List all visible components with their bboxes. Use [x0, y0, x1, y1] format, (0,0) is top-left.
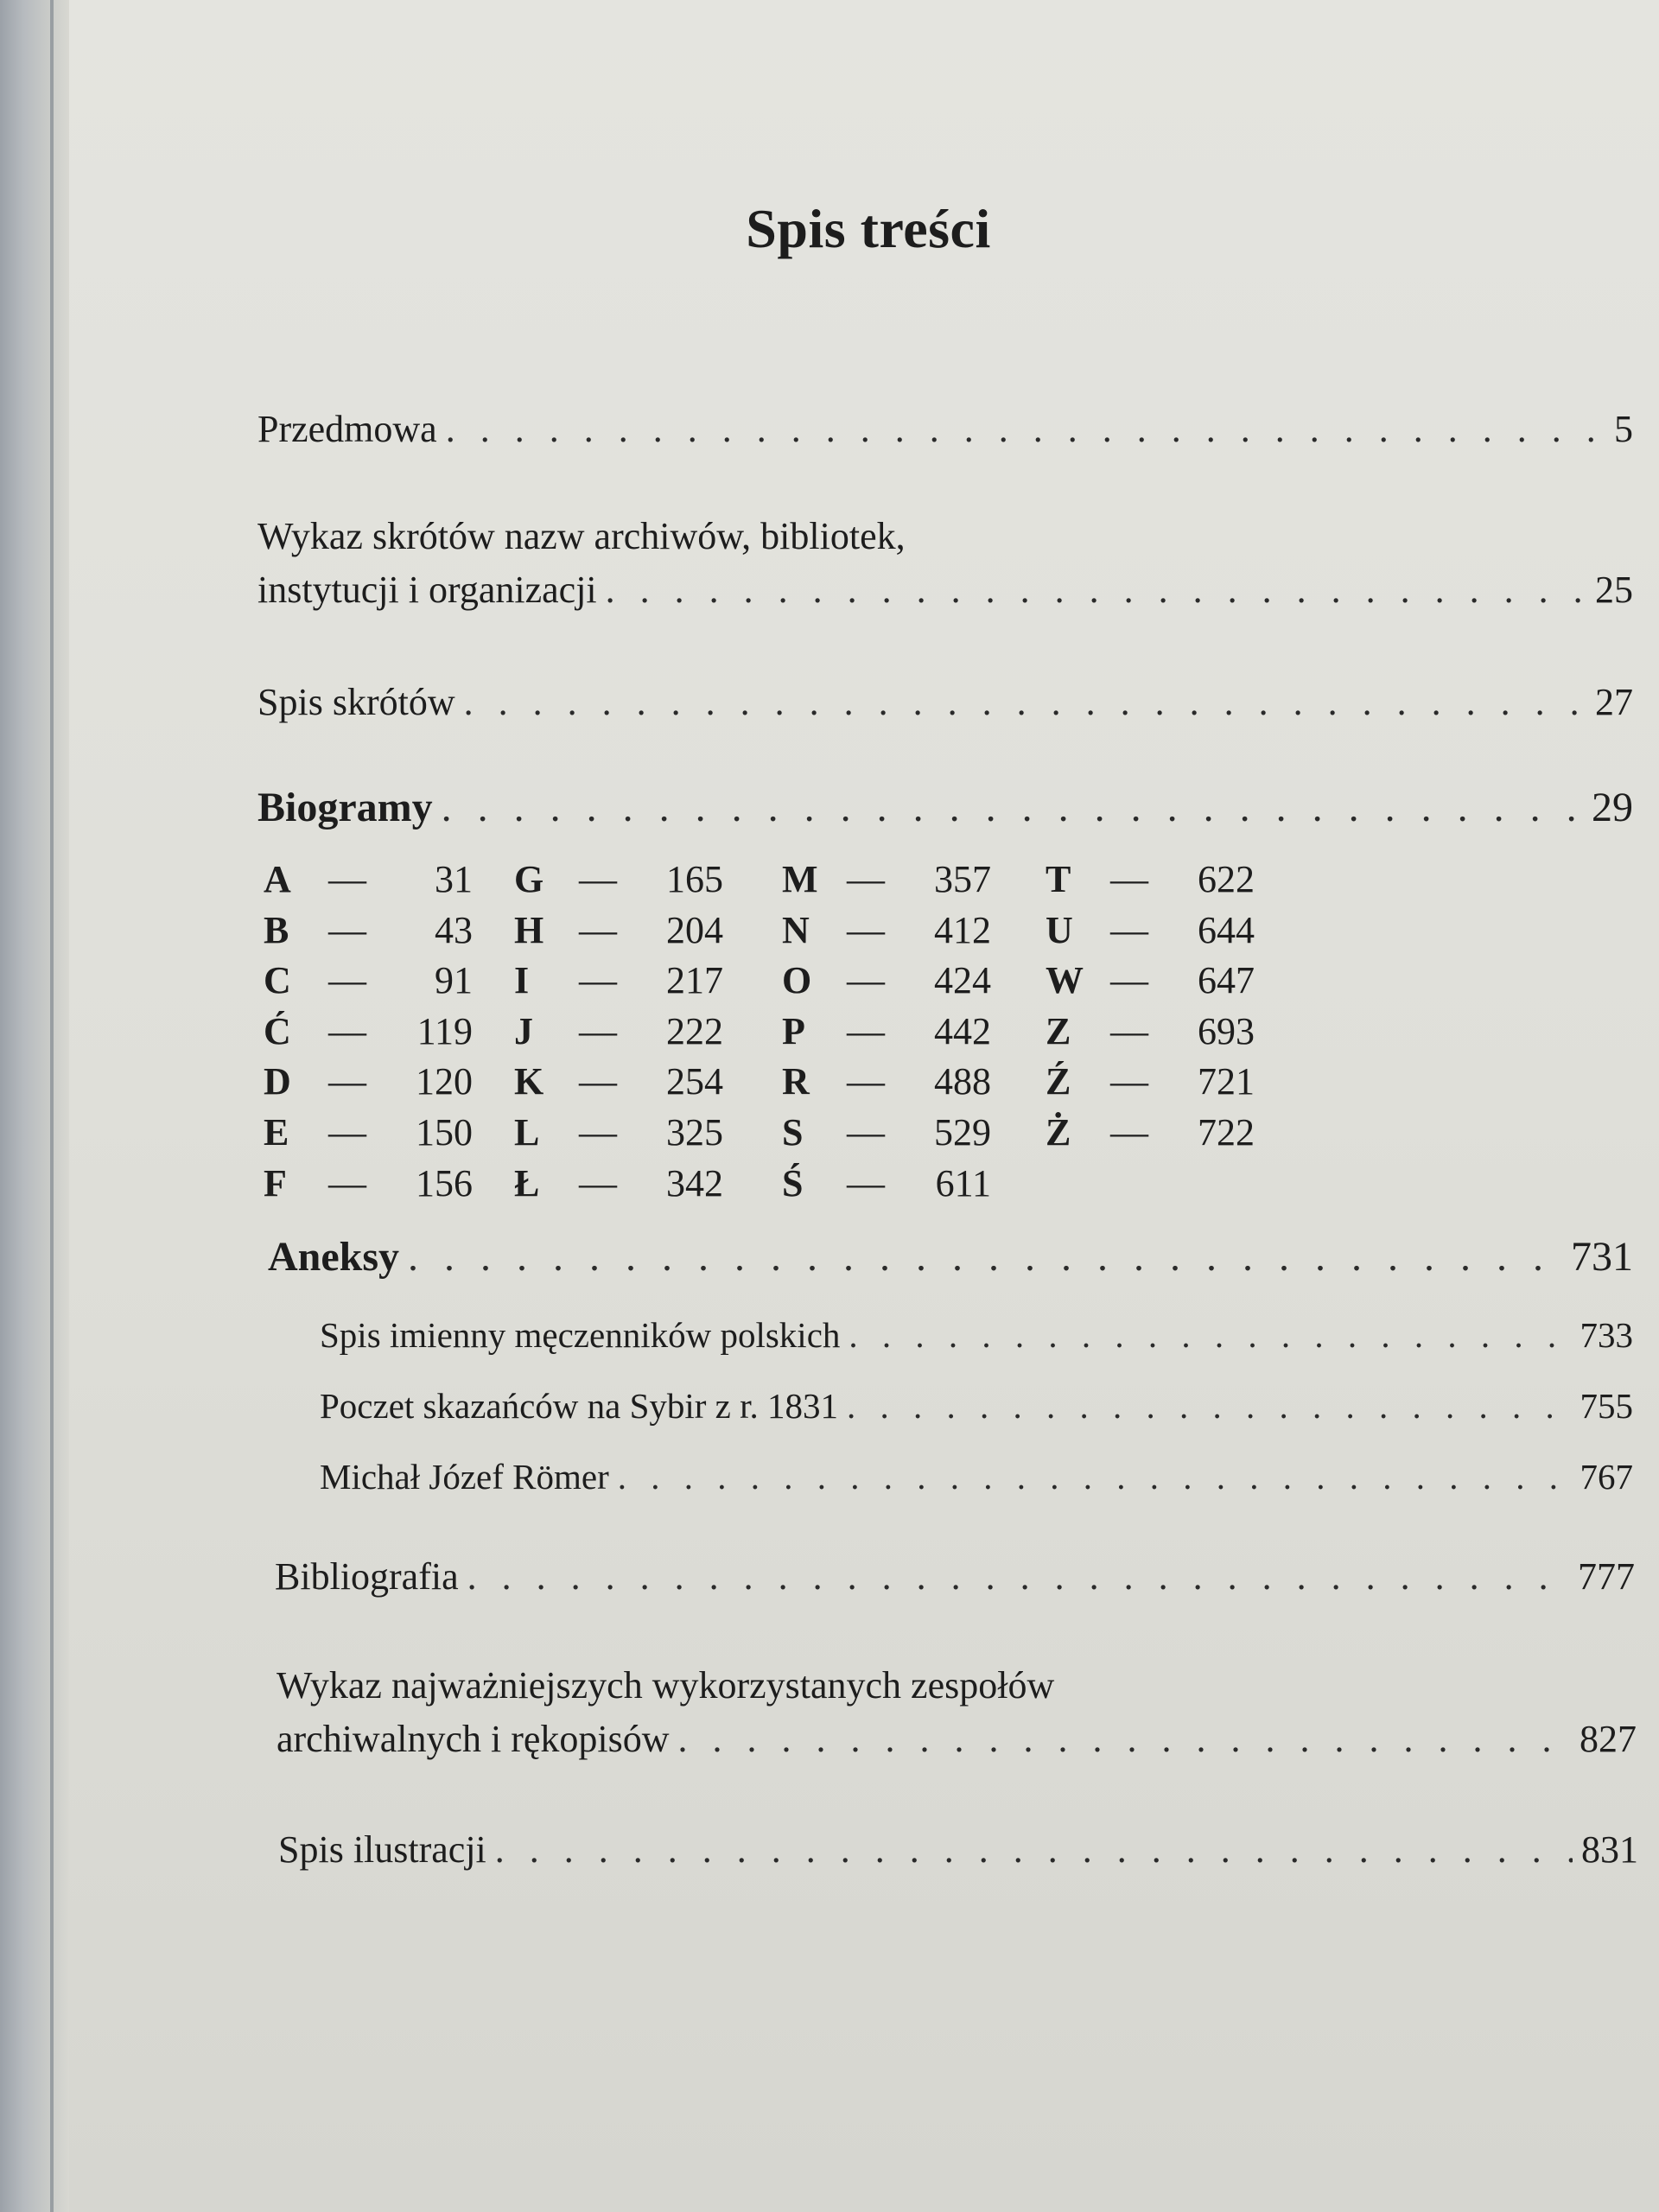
- letter-index-row: [264, 1110, 523, 1161]
- index-letter: G: [514, 858, 544, 900]
- index-page-number: 156: [416, 1161, 473, 1205]
- book-spine-edge: [0, 0, 69, 2212]
- index-letter: B: [264, 908, 289, 951]
- index-page-number: 254: [666, 1060, 723, 1103]
- toc-page-number: 767: [1580, 1457, 1633, 1497]
- index-letter: T: [1046, 858, 1071, 900]
- index-dash: —: [1110, 858, 1148, 900]
- index-dash: —: [847, 1161, 885, 1205]
- index-dash: —: [579, 1060, 617, 1103]
- toc-entry-label: Poczet skazańców na Sybir z r. 1831: [320, 1386, 839, 1426]
- index-page-number: 529: [934, 1110, 991, 1154]
- index-letter: O: [782, 959, 812, 1002]
- index-page-number: 488: [934, 1060, 991, 1103]
- index-dash: —: [328, 1060, 366, 1103]
- toc-entry-label-line2: instytucji i organizacji: [257, 569, 597, 611]
- index-page-number: 43: [435, 908, 473, 951]
- book-page: [69, 0, 1659, 2212]
- toc-page-number: 831: [1581, 1828, 1638, 1871]
- index-dash: —: [328, 1110, 366, 1154]
- index-page-number: 204: [666, 908, 723, 951]
- letter-index-row: [1046, 908, 1305, 959]
- toc-entry-wykaz-zespolow: [276, 1659, 1637, 1766]
- toc-page-number: 27: [1595, 681, 1633, 723]
- index-page-number: 357: [934, 858, 991, 900]
- letter-index-row: [1046, 857, 1305, 908]
- index-letter: Ś: [782, 1161, 804, 1205]
- letter-index-row: [1046, 958, 1305, 1009]
- letter-index-row: [782, 908, 1041, 959]
- dot-leader: [495, 1823, 1573, 1877]
- letter-index-row: [782, 1009, 1041, 1060]
- toc-entry-label: Przedmowa: [257, 408, 437, 450]
- index-page-number: 120: [416, 1060, 473, 1103]
- letter-index-row: [514, 908, 773, 959]
- letter-index-row: [264, 1161, 523, 1212]
- index-page-number: 31: [435, 858, 473, 900]
- index-letter: C: [264, 959, 291, 1002]
- toc-entry-label: Spis skrótów: [257, 681, 455, 723]
- index-page-number: 342: [666, 1161, 723, 1205]
- letter-index-row: [782, 1110, 1041, 1161]
- toc-entry-aneksy: [268, 1230, 1633, 1284]
- index-letter: D: [264, 1060, 291, 1103]
- letter-index-row: [264, 908, 523, 959]
- letter-index-row: [514, 1009, 773, 1060]
- dot-leader: [464, 676, 1586, 729]
- toc-entry-label-line1: Wykaz najważniejszych wykorzystanych zespołów: [276, 1664, 1055, 1707]
- index-page-number: 721: [1198, 1060, 1255, 1103]
- toc-page-number: 827: [1580, 1718, 1637, 1760]
- toc-entry-przedmowa: [257, 403, 1633, 456]
- toc-subentry-spis-imienny: [320, 1308, 1633, 1362]
- dot-leader: [847, 1379, 1571, 1433]
- index-page-number: 424: [934, 959, 991, 1002]
- index-letter: P: [782, 1009, 805, 1052]
- dot-leader: [678, 1713, 1571, 1766]
- index-dash: —: [847, 1060, 885, 1103]
- index-dash: —: [847, 858, 885, 900]
- index-letter: W: [1046, 959, 1084, 1002]
- toc-subentry-romer: [320, 1450, 1633, 1503]
- index-letter: Ć: [264, 1009, 291, 1052]
- toc-entry-label: Aneksy: [268, 1234, 400, 1280]
- toc-entry-label: Bibliografia: [275, 1555, 459, 1598]
- toc-page-number: 5: [1614, 408, 1633, 450]
- index-dash: —: [847, 1110, 885, 1154]
- index-letter: Z: [1046, 1009, 1071, 1052]
- letter-index: [264, 857, 1300, 1220]
- toc-page-number: 25: [1595, 569, 1633, 611]
- letter-index-row: [514, 857, 773, 908]
- toc-entry-label: Spis imienny męczenników polskich: [320, 1315, 841, 1355]
- index-letter: E: [264, 1110, 289, 1154]
- index-letter: Ż: [1046, 1110, 1071, 1154]
- dot-leader: [446, 403, 1605, 456]
- toc-entry-label: Biogramy: [257, 785, 433, 830]
- toc-entry-label: Michał Józef Römer: [320, 1457, 609, 1497]
- toc-entry-biogramy: [257, 781, 1633, 835]
- letter-index-column: [264, 857, 523, 1211]
- index-page-number: 412: [934, 908, 991, 951]
- index-letter: S: [782, 1110, 804, 1154]
- index-page-number: 150: [416, 1110, 473, 1154]
- page-title: Spis treści: [746, 198, 991, 259]
- index-page-number: 91: [435, 959, 473, 1002]
- index-dash: —: [579, 908, 617, 951]
- toc-entry-bibliografia: [275, 1550, 1635, 1604]
- dot-leader: [442, 781, 1583, 835]
- index-page-number: 442: [934, 1009, 991, 1052]
- index-page-number: 722: [1198, 1110, 1255, 1154]
- index-page-number: 644: [1198, 908, 1255, 951]
- index-letter: R: [782, 1060, 810, 1103]
- toc-entry-label-line2: archiwalnych i rękopisów: [276, 1718, 670, 1760]
- index-page-number: 647: [1198, 959, 1255, 1002]
- index-dash: —: [579, 858, 617, 900]
- letter-index-row: [782, 857, 1041, 908]
- letter-index-row: [782, 1059, 1041, 1110]
- letter-index-column: [514, 857, 773, 1211]
- index-letter: A: [264, 858, 291, 900]
- letter-index-column: [1046, 857, 1305, 1161]
- index-dash: —: [579, 1161, 617, 1205]
- index-letter: F: [264, 1161, 287, 1205]
- letter-index-row: [264, 1059, 523, 1110]
- index-letter: J: [514, 1009, 533, 1052]
- index-letter: Ź: [1046, 1060, 1071, 1103]
- letter-index-row: [1046, 1009, 1305, 1060]
- index-dash: —: [847, 959, 885, 1002]
- index-page-number: 165: [666, 858, 723, 900]
- index-page-number: 222: [666, 1009, 723, 1052]
- index-dash: —: [328, 959, 366, 1002]
- index-letter: Ł: [514, 1161, 540, 1205]
- letter-index-column: [782, 857, 1041, 1211]
- letter-index-row: [514, 1059, 773, 1110]
- letter-index-row: [514, 1110, 773, 1161]
- index-letter: I: [514, 959, 530, 1002]
- index-dash: —: [1110, 959, 1148, 1002]
- letter-index-row: [782, 1161, 1041, 1212]
- index-dash: —: [579, 1110, 617, 1154]
- toc-page-number: 777: [1578, 1555, 1635, 1598]
- letter-index-row: [264, 857, 523, 908]
- toc-entry-spis-skrotow: [257, 676, 1633, 729]
- dot-leader: [849, 1308, 1571, 1362]
- index-letter: M: [782, 858, 818, 900]
- toc-page-number: 731: [1571, 1234, 1633, 1280]
- index-page-number: 611: [935, 1161, 991, 1205]
- index-letter: U: [1046, 908, 1073, 951]
- toc-entry-label: Spis ilustracji: [278, 1828, 486, 1871]
- index-dash: —: [847, 1009, 885, 1052]
- index-letter: H: [514, 908, 544, 951]
- index-dash: —: [1110, 908, 1148, 951]
- letter-index-row: [264, 1009, 523, 1060]
- index-dash: —: [1110, 1110, 1148, 1154]
- index-dash: —: [328, 1009, 366, 1052]
- letter-index-row: [1046, 1110, 1305, 1161]
- toc-page-number: 29: [1592, 785, 1633, 830]
- dot-leader: [606, 563, 1586, 617]
- index-letter: L: [514, 1110, 540, 1154]
- index-letter: K: [514, 1060, 544, 1103]
- index-page-number: 622: [1198, 858, 1255, 900]
- toc-entry-label-line1: Wykaz skrótów nazw archiwów, bibliotek,: [257, 515, 906, 557]
- letter-index-row: [782, 958, 1041, 1009]
- index-dash: —: [1110, 1009, 1148, 1052]
- index-page-number: 325: [666, 1110, 723, 1154]
- letter-index-row: [1046, 1059, 1305, 1110]
- letter-index-row: [514, 958, 773, 1009]
- index-dash: —: [328, 1161, 366, 1205]
- index-page-number: 119: [416, 1009, 473, 1052]
- letter-index-row: [264, 958, 523, 1009]
- index-page-number: 693: [1198, 1009, 1255, 1052]
- index-dash: —: [579, 959, 617, 1002]
- toc-subentry-poczet: [320, 1379, 1633, 1433]
- index-dash: —: [847, 908, 885, 951]
- dot-leader: [408, 1230, 1562, 1284]
- dot-leader: [467, 1550, 1569, 1604]
- toc-page-number: 733: [1580, 1315, 1633, 1355]
- letter-index-row: [514, 1161, 773, 1212]
- toc-entry-spis-ilustracji: [278, 1823, 1638, 1877]
- index-dash: —: [328, 908, 366, 951]
- index-dash: —: [328, 858, 366, 900]
- index-letter: N: [782, 908, 810, 951]
- dot-leader: [618, 1450, 1572, 1503]
- index-dash: —: [579, 1009, 617, 1052]
- index-dash: —: [1110, 1060, 1148, 1103]
- toc-entry-wykaz-skrotow-nazw: [257, 510, 1633, 617]
- toc-page-number: 755: [1580, 1386, 1633, 1426]
- index-page-number: 217: [666, 959, 723, 1002]
